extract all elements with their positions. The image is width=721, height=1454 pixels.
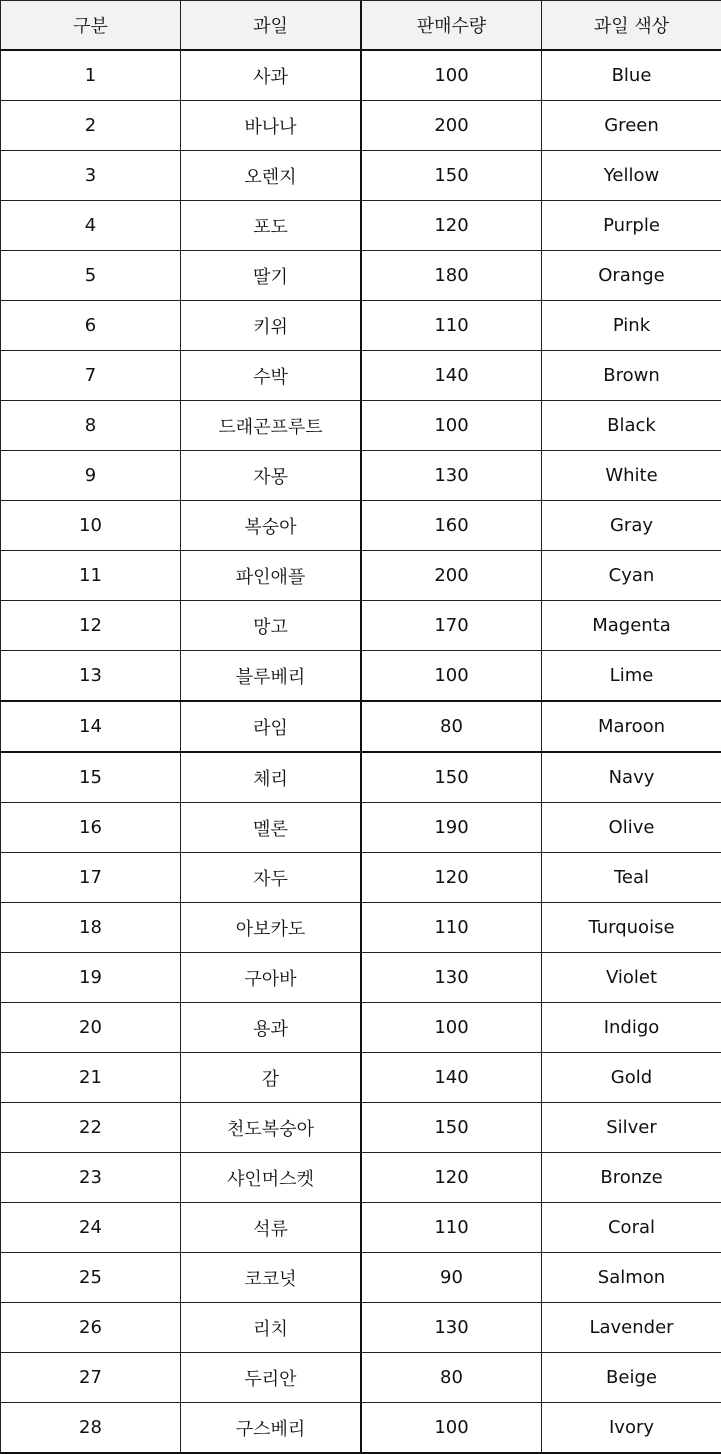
cell-fruit: 파인애플 bbox=[181, 551, 362, 601]
cell-fruit-color: Turquoise bbox=[542, 903, 721, 953]
table-row bbox=[1, 251, 721, 301]
cell-sales-quantity: 180 bbox=[361, 251, 542, 301]
cell-fruit: 사과 bbox=[181, 50, 362, 101]
cell-fruit: 망고 bbox=[181, 601, 362, 651]
cell-sales-quantity: 150 bbox=[361, 752, 542, 803]
cell-sales-quantity: 100 bbox=[361, 1003, 542, 1053]
cell-id: 14 bbox=[1, 701, 181, 752]
table-row bbox=[1, 101, 721, 151]
table-header bbox=[1, 1, 721, 51]
cell-sales-quantity: 100 bbox=[361, 1403, 542, 1454]
cell-fruit: 코코넛 bbox=[181, 1253, 362, 1303]
cell-id: 4 bbox=[1, 201, 181, 251]
cell-fruit-color: Indigo bbox=[542, 1003, 721, 1053]
cell-fruit-color: Lavender bbox=[542, 1303, 721, 1353]
cell-id: 19 bbox=[1, 953, 181, 1003]
cell-fruit: 두리안 bbox=[181, 1353, 362, 1403]
table-row bbox=[1, 1103, 721, 1153]
table-row bbox=[1, 451, 721, 501]
cell-fruit-color: Green bbox=[542, 101, 721, 151]
table-row bbox=[1, 1203, 721, 1253]
table-row bbox=[1, 551, 721, 601]
header-sales-quantity: 판매수량 bbox=[361, 1, 542, 51]
cell-fruit: 샤인머스켓 bbox=[181, 1153, 362, 1203]
cell-id: 6 bbox=[1, 301, 181, 351]
cell-id: 7 bbox=[1, 351, 181, 401]
cell-sales-quantity: 100 bbox=[361, 50, 542, 101]
cell-id: 26 bbox=[1, 1303, 181, 1353]
cell-fruit-color: Blue bbox=[542, 50, 721, 101]
cell-id: 8 bbox=[1, 401, 181, 451]
cell-fruit-color: Coral bbox=[542, 1203, 721, 1253]
cell-id: 18 bbox=[1, 903, 181, 953]
cell-id: 1 bbox=[1, 50, 181, 101]
table-row bbox=[1, 1403, 721, 1454]
cell-fruit-color: Maroon bbox=[542, 701, 721, 752]
cell-id: 3 bbox=[1, 151, 181, 201]
cell-sales-quantity: 110 bbox=[361, 903, 542, 953]
cell-id: 20 bbox=[1, 1003, 181, 1053]
cell-sales-quantity: 140 bbox=[361, 1053, 542, 1103]
table-row bbox=[1, 903, 721, 953]
cell-id: 13 bbox=[1, 651, 181, 702]
cell-fruit-color: Ivory bbox=[542, 1403, 721, 1454]
cell-fruit-color: Navy bbox=[542, 752, 721, 803]
cell-sales-quantity: 150 bbox=[361, 1103, 542, 1153]
cell-sales-quantity: 130 bbox=[361, 953, 542, 1003]
cell-sales-quantity: 200 bbox=[361, 101, 542, 151]
cell-fruit: 멜론 bbox=[181, 803, 362, 853]
cell-sales-quantity: 200 bbox=[361, 551, 542, 601]
cell-id: 25 bbox=[1, 1253, 181, 1303]
cell-fruit: 체리 bbox=[181, 752, 362, 803]
table-row bbox=[1, 752, 721, 803]
cell-fruit: 구스베리 bbox=[181, 1403, 362, 1454]
cell-sales-quantity: 110 bbox=[361, 1203, 542, 1253]
table-row bbox=[1, 1303, 721, 1353]
cell-fruit-color: White bbox=[542, 451, 721, 501]
table-row bbox=[1, 1053, 721, 1103]
cell-id: 2 bbox=[1, 101, 181, 151]
cell-fruit: 아보카도 bbox=[181, 903, 362, 953]
table-row bbox=[1, 151, 721, 201]
cell-fruit: 리치 bbox=[181, 1303, 362, 1353]
cell-fruit-color: Beige bbox=[542, 1353, 721, 1403]
cell-sales-quantity: 170 bbox=[361, 601, 542, 651]
cell-fruit: 자두 bbox=[181, 853, 362, 903]
table-row bbox=[1, 601, 721, 651]
table-row bbox=[1, 1003, 721, 1053]
cell-fruit-color: Brown bbox=[542, 351, 721, 401]
table-row bbox=[1, 1153, 721, 1203]
cell-id: 22 bbox=[1, 1103, 181, 1153]
cell-fruit-color: Pink bbox=[542, 301, 721, 351]
cell-fruit: 석류 bbox=[181, 1203, 362, 1253]
cell-fruit-color: Salmon bbox=[542, 1253, 721, 1303]
table-row bbox=[1, 50, 721, 101]
cell-fruit: 복숭아 bbox=[181, 501, 362, 551]
cell-fruit-color: Violet bbox=[542, 953, 721, 1003]
cell-fruit-color: Yellow bbox=[542, 151, 721, 201]
cell-id: 17 bbox=[1, 853, 181, 903]
cell-id: 10 bbox=[1, 501, 181, 551]
cell-sales-quantity: 140 bbox=[361, 351, 542, 401]
cell-fruit-color: Orange bbox=[542, 251, 721, 301]
cell-fruit-color: Lime bbox=[542, 651, 721, 702]
cell-fruit: 오렌지 bbox=[181, 151, 362, 201]
cell-fruit-color: Silver bbox=[542, 1103, 721, 1153]
cell-fruit: 딸기 bbox=[181, 251, 362, 301]
cell-sales-quantity: 120 bbox=[361, 201, 542, 251]
cell-fruit-color: Teal bbox=[542, 853, 721, 903]
cell-fruit-color: Purple bbox=[542, 201, 721, 251]
cell-id: 24 bbox=[1, 1203, 181, 1253]
table-body bbox=[1, 50, 721, 1453]
cell-sales-quantity: 160 bbox=[361, 501, 542, 551]
cell-fruit: 구아바 bbox=[181, 953, 362, 1003]
cell-sales-quantity: 130 bbox=[361, 1303, 542, 1353]
cell-id: 21 bbox=[1, 1053, 181, 1103]
cell-fruit: 드래곤프루트 bbox=[181, 401, 362, 451]
table-row bbox=[1, 803, 721, 853]
cell-id: 15 bbox=[1, 752, 181, 803]
cell-fruit-color: Gray bbox=[542, 501, 721, 551]
cell-fruit: 키위 bbox=[181, 301, 362, 351]
table-row bbox=[1, 501, 721, 551]
cell-id: 16 bbox=[1, 803, 181, 853]
cell-fruit: 용과 bbox=[181, 1003, 362, 1053]
cell-fruit: 블루베리 bbox=[181, 651, 362, 702]
header-row bbox=[1, 1, 721, 51]
cell-fruit: 자몽 bbox=[181, 451, 362, 501]
table-row bbox=[1, 701, 721, 752]
table-row bbox=[1, 953, 721, 1003]
header-fruit-color: 과일 색상 bbox=[542, 1, 721, 51]
cell-fruit: 라임 bbox=[181, 701, 362, 752]
cell-sales-quantity: 120 bbox=[361, 1153, 542, 1203]
cell-id: 11 bbox=[1, 551, 181, 601]
cell-sales-quantity: 100 bbox=[361, 651, 542, 702]
table-row bbox=[1, 651, 721, 702]
cell-sales-quantity: 150 bbox=[361, 151, 542, 201]
cell-fruit-color: Gold bbox=[542, 1053, 721, 1103]
cell-sales-quantity: 80 bbox=[361, 1353, 542, 1403]
table-row bbox=[1, 201, 721, 251]
cell-fruit-color: Cyan bbox=[542, 551, 721, 601]
cell-fruit: 감 bbox=[181, 1053, 362, 1103]
cell-sales-quantity: 130 bbox=[361, 451, 542, 501]
cell-fruit: 포도 bbox=[181, 201, 362, 251]
cell-id: 5 bbox=[1, 251, 181, 301]
cell-fruit: 바나나 bbox=[181, 101, 362, 151]
table-row bbox=[1, 351, 721, 401]
cell-fruit-color: Magenta bbox=[542, 601, 721, 651]
cell-sales-quantity: 80 bbox=[361, 701, 542, 752]
cell-id: 12 bbox=[1, 601, 181, 651]
cell-id: 9 bbox=[1, 451, 181, 501]
cell-sales-quantity: 90 bbox=[361, 1253, 542, 1303]
cell-fruit-color: Bronze bbox=[542, 1153, 721, 1203]
cell-fruit: 수박 bbox=[181, 351, 362, 401]
table-row bbox=[1, 1253, 721, 1303]
header-fruit: 과일 bbox=[181, 1, 362, 51]
cell-fruit: 천도복숭아 bbox=[181, 1103, 362, 1153]
table-row bbox=[1, 1353, 721, 1403]
header-id: 구분 bbox=[1, 1, 181, 51]
cell-fruit-color: Black bbox=[542, 401, 721, 451]
cell-id: 23 bbox=[1, 1153, 181, 1203]
cell-fruit-color: Olive bbox=[542, 803, 721, 853]
cell-id: 27 bbox=[1, 1353, 181, 1403]
cell-sales-quantity: 110 bbox=[361, 301, 542, 351]
cell-id: 28 bbox=[1, 1403, 181, 1454]
cell-sales-quantity: 120 bbox=[361, 853, 542, 903]
table-row bbox=[1, 401, 721, 451]
table-row bbox=[1, 301, 721, 351]
cell-sales-quantity: 190 bbox=[361, 803, 542, 853]
table-row bbox=[1, 853, 721, 903]
cell-sales-quantity: 100 bbox=[361, 401, 542, 451]
